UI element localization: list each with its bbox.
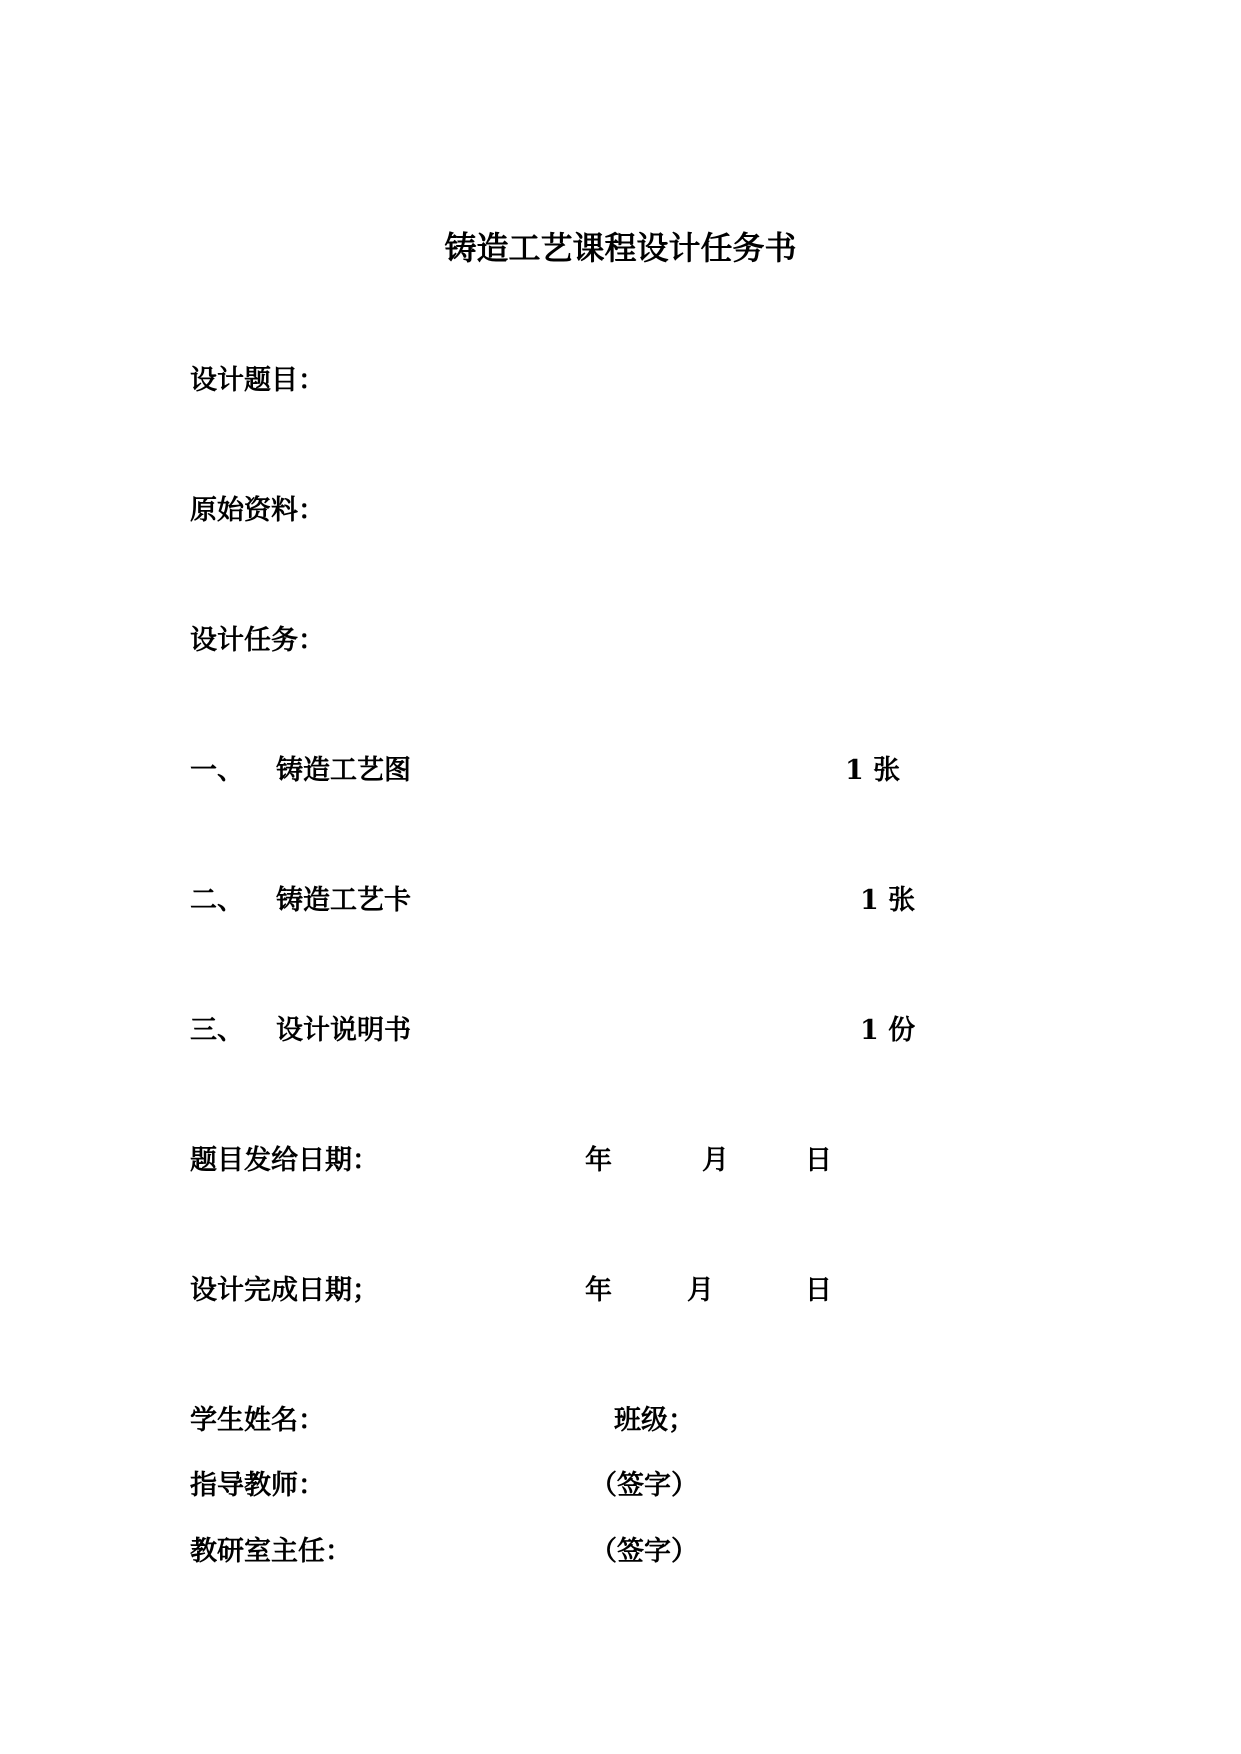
finish-date-day: 日 [805,1275,832,1306]
class-label: 班级； [614,1405,695,1436]
original-data-label: 原始资料： [190,495,325,526]
task-name: 铸造工艺图 [276,755,411,786]
task-name: 铸造工艺卡 [276,885,411,916]
task-quantity: 1 张 [860,885,916,916]
task-quantity: 1 张 [845,755,901,786]
task-name: 设计说明书 [276,1015,411,1046]
finish-date-year: 年 [585,1275,612,1306]
task-quantity: 1 份 [860,1015,916,1046]
finish-date-month: 月 [687,1275,714,1306]
student-name-label: 学生姓名： [190,1405,325,1436]
task-number: 二、 [190,885,244,916]
design-topic-label: 设计题目： [190,365,325,396]
design-task-label: 设计任务： [190,625,325,656]
advisor-label: 指导教师： [190,1470,325,1501]
advisor-signature: （签字） [590,1470,698,1501]
document-title: 铸造工艺课程设计任务书 [444,229,797,267]
task-number: 一、 [190,755,244,786]
director-label: 教研室主任： [190,1536,352,1567]
issue-date-label: 题目发给日期： [190,1145,379,1176]
task-number: 三、 [190,1015,244,1046]
issue-date-day: 日 [805,1145,832,1176]
issue-date-month: 月 [702,1145,729,1176]
director-signature: （签字） [590,1536,698,1567]
finish-date-label: 设计完成日期； [190,1275,379,1306]
issue-date-year: 年 [585,1145,612,1176]
